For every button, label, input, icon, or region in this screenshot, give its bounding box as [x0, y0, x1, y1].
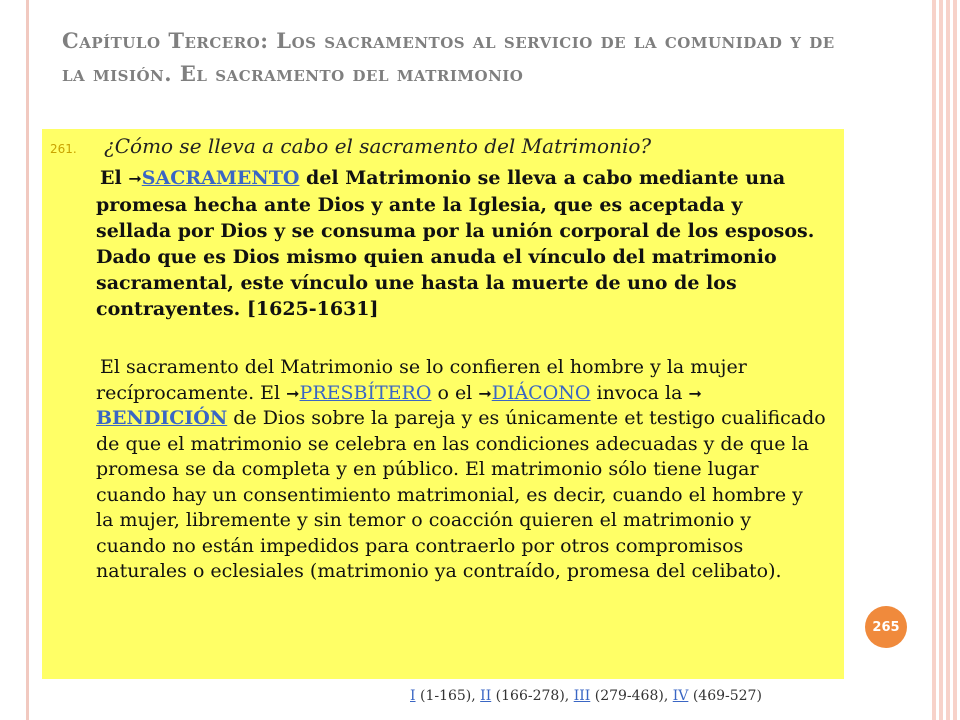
footer-range-part-3: (279-468),	[590, 688, 673, 704]
footer-range-part-1: (1-165),	[415, 688, 481, 704]
answer-bold-prefix: El	[100, 167, 129, 189]
left-frame-border	[0, 0, 29, 720]
footer-part-links	[410, 688, 762, 704]
arrow-right-icon: ➞	[688, 383, 702, 403]
footer-range-part-4: (469-527)	[688, 688, 762, 704]
footer-range-part-2: (166-278),	[491, 688, 574, 704]
arrow-right-icon: ➞	[128, 169, 142, 188]
slide-title: Capítulo Tercero: Los sacramentos al servicio de la comunidad y de la misión. El sacramento del matrimonio	[62, 28, 835, 86]
answer-text-part-3: invoca la	[590, 381, 689, 404]
question-number: 261.	[50, 142, 77, 156]
answer-text-part-1: El sacramento del Matrimonio se lo confieren el hombre y la mujer recíprocamente. El	[96, 356, 747, 404]
link-sacramento[interactable]: SACRAMENTO	[141, 167, 300, 189]
page-number-badge: 265	[865, 606, 907, 648]
answer-text-part-4: de Dios sobre la pareja y es únicamente et testigo cualificado de que el matrimonio se celebra en las condiciones adecuadas y de que la promesa se da completa y en público. El matrimonio sólo tiene lugar cuando hay un consentimiento matrimonial, es decir, cuando el hombre y la mujer, libremente y sin temor o coacción quieren el matrimonio y cuando no están impedidos para contraerlo por otros compromisos naturales o eclesiales (matrimonio ya contraído, promesa del celibato).	[96, 407, 826, 582]
footer-link-part-3[interactable]: III	[573, 688, 591, 704]
answer-bold-rest: del Matrimonio se lleva a cabo mediante una promesa hecha ante Dios y ante la Iglesia, que es aceptada y sellada por Dios y se consuma por la unión corporal de los esposos. Dado que es Dios mismo quien anuda el vínculo del matrimonio sacramental, este vínculo une hasta la muerte de uno de los contrayentes. [1625-1631]	[96, 167, 815, 320]
answer-normal-paragraph	[96, 355, 826, 585]
footer-link-part-2[interactable]: II	[480, 688, 492, 704]
footer-link-part-4[interactable]: IV	[672, 688, 689, 704]
question-text: ¿Cómo se lleva a cabo el sacramento del Matrimonio?	[104, 134, 652, 158]
arrow-right-icon: ➞	[286, 383, 300, 403]
footer-link-part-1[interactable]: I	[410, 688, 416, 704]
arrow-right-icon: ➞	[478, 383, 492, 403]
answer-bold-paragraph	[96, 165, 822, 322]
link-bendicion[interactable]: BENDICIÓN	[96, 407, 228, 429]
answer-text-part-2: o el	[431, 381, 479, 404]
link-diacono[interactable]: DIÁCONO	[491, 381, 591, 404]
right-frame-stripes	[932, 0, 960, 720]
link-presbitero[interactable]: PRESBÍTERO	[299, 381, 432, 404]
